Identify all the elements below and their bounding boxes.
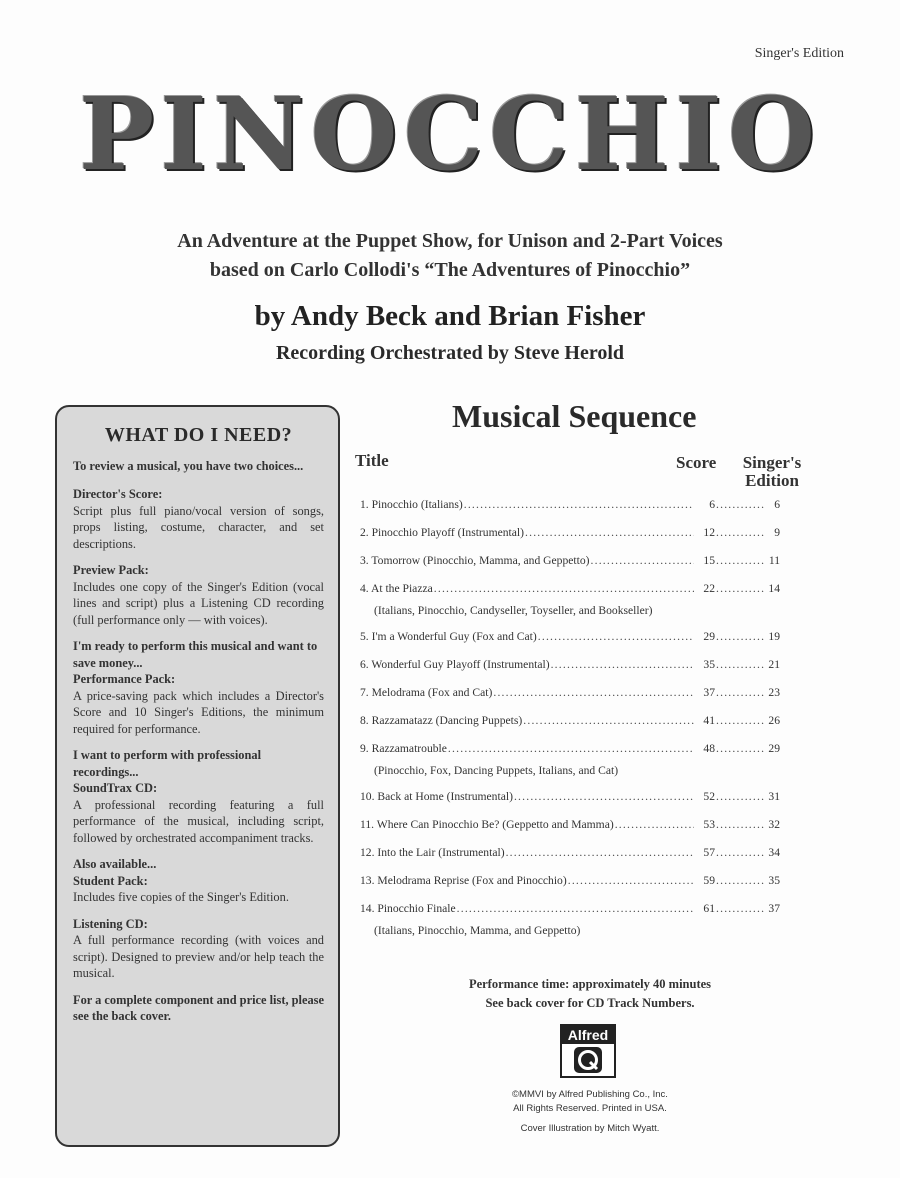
leader-dots xyxy=(493,686,694,699)
sequence-item xyxy=(360,790,780,818)
sequence-item xyxy=(360,498,780,526)
leader-dots xyxy=(514,790,694,803)
section-body: Includes one copy of the Singer's Edition (vocal lines and script) plus a Listening CD recording (full performance only — with voices). xyxy=(73,579,324,627)
singer-page: 35 xyxy=(768,874,780,887)
preview-pack-section xyxy=(73,562,324,628)
song-title: 3. Tomorrow (Pinocchio, Mamma, and Geppetto) xyxy=(360,554,590,567)
sequence-item xyxy=(360,686,780,714)
subtitle-line-1: An Adventure at the Puppet Show, for Unison and 2-Part Voices xyxy=(177,230,723,252)
song-title: 5. I'm a Wonderful Guy (Fox and Cat) xyxy=(360,630,537,643)
listening-cd-section xyxy=(73,916,324,982)
publisher-mark-icon xyxy=(562,1044,614,1076)
column-singers-line-1: Singer's xyxy=(742,453,802,472)
score-page: 41 xyxy=(703,714,715,727)
box-footer: For a complete component and price list, please see the back cover. xyxy=(73,992,324,1023)
section-body: Includes five copies of the Singer's Edition. xyxy=(73,890,289,904)
sequence-item xyxy=(360,630,780,658)
score-page: 6 xyxy=(709,498,715,511)
leader-dots xyxy=(716,874,764,887)
sequence-item xyxy=(360,658,780,686)
song-title: 12. Into the Lair (Instrumental) xyxy=(360,846,505,859)
sequence-item xyxy=(360,742,780,790)
leader-dots xyxy=(716,582,764,595)
sequence-item xyxy=(360,582,780,630)
score-page: 37 xyxy=(703,686,715,699)
soundtrax-section xyxy=(73,780,324,846)
rights-line: All Rights Reserved. Printed in USA. xyxy=(513,1102,667,1114)
column-singers-edition xyxy=(732,454,812,490)
publisher-logo-text: Alfred xyxy=(562,1026,614,1044)
singer-page: 9 xyxy=(774,526,780,539)
singer-page: 19 xyxy=(768,630,780,643)
singer-page: 31 xyxy=(768,790,780,803)
cd-track-note: See back cover for CD Track Numbers. xyxy=(485,996,695,1010)
leader-dots xyxy=(716,630,764,643)
what-do-i-need-box xyxy=(55,405,340,1147)
leader-dots xyxy=(716,818,764,831)
score-page: 22 xyxy=(703,582,715,595)
leader-dots xyxy=(525,526,694,539)
box-heading: WHAT DO I NEED? xyxy=(104,424,293,446)
song-title: 4. At the Piazza xyxy=(360,582,433,595)
performance-time: Performance time: approximately 40 minutes xyxy=(468,977,712,991)
song-title: 2. Pinocchio Playoff (Instrumental) xyxy=(360,526,524,539)
sequence-list xyxy=(360,498,780,950)
sequence-item xyxy=(360,902,780,950)
box-intro: To review a musical, you have two choices... xyxy=(73,458,304,473)
score-page: 35 xyxy=(703,658,715,671)
singer-page: 21 xyxy=(768,658,780,671)
singer-page: 32 xyxy=(768,818,780,831)
song-title: 9. Razzamatrouble xyxy=(360,742,447,755)
section-heading: Performance Pack: xyxy=(73,672,176,686)
section-heading: Student Pack: xyxy=(73,873,148,888)
song-title: 7. Melodrama (Fox and Cat) xyxy=(360,686,493,699)
score-page: 59 xyxy=(703,874,715,887)
title-logo: PINOCCHIO xyxy=(78,75,822,193)
leader-dots xyxy=(716,526,764,539)
score-page: 52 xyxy=(703,790,715,803)
singer-page: 6 xyxy=(774,498,780,511)
song-title: 14. Pinocchio Finale xyxy=(360,902,456,915)
leader-dots xyxy=(716,790,764,803)
leader-dots xyxy=(457,902,694,915)
score-page: 48 xyxy=(703,742,715,755)
sequence-item xyxy=(360,554,780,582)
score-page: 12 xyxy=(703,526,715,539)
student-pack-section xyxy=(73,873,324,906)
leader-dots xyxy=(716,714,764,727)
leader-dots xyxy=(523,714,694,727)
song-characters: (Pinocchio, Fox, Dancing Puppets, Italians, and Cat) xyxy=(374,764,619,777)
ready-lead: I'm ready to perform this musical and want to save money... xyxy=(73,639,318,670)
edition-label: Singer's Edition xyxy=(754,46,844,61)
singer-page: 23 xyxy=(768,686,780,699)
singer-page: 11 xyxy=(768,554,780,567)
leader-dots xyxy=(506,846,694,859)
singer-page: 14 xyxy=(768,582,780,595)
directors-score-section xyxy=(73,486,324,552)
column-score: Score xyxy=(676,453,717,472)
musical-sequence-heading: Musical Sequence xyxy=(452,398,697,434)
subtitle xyxy=(0,227,900,285)
score-page: 29 xyxy=(703,630,715,643)
singer-page: 29 xyxy=(768,742,780,755)
leader-dots xyxy=(716,658,764,671)
performance-info xyxy=(360,975,820,1013)
orchestrator-credit: Recording Orchestrated by Steve Herold xyxy=(275,342,625,364)
subtitle-line-2: based on Carlo Collodi's “The Adventures of Pinocchio” xyxy=(209,259,691,281)
column-singers-line-2: Edition xyxy=(745,471,799,490)
copyright-block xyxy=(480,1088,700,1136)
leader-dots xyxy=(716,902,764,915)
also-available-lead: Also available... xyxy=(73,857,157,871)
score-page: 53 xyxy=(703,818,715,831)
section-body: A price-saving pack which includes a Director's Score and 10 Singer's Editions, the minimum required for performance. xyxy=(73,688,324,736)
song-title: 1. Pinocchio (Italians) xyxy=(360,498,463,511)
song-title: 11. Where Can Pinocchio Be? (Geppetto and Mamma) xyxy=(360,818,614,831)
section-body: Script plus full piano/vocal version of songs, props listing, costume, character, and set descriptions. xyxy=(73,503,324,551)
leader-dots xyxy=(551,658,694,671)
singer-page: 37 xyxy=(768,902,780,915)
leader-dots xyxy=(716,846,764,859)
score-page: 61 xyxy=(703,902,715,915)
leader-dots xyxy=(568,874,694,887)
section-body: A full performance recording (with voices and script). Designed to preview and/or help teach the musical. xyxy=(73,933,324,980)
section-body: A professional recording featuring a full performance of the musical, including script, followed by orchestrated accompaniment tracks. xyxy=(73,797,324,845)
song-characters: (Italians, Pinocchio, Mamma, and Geppetto) xyxy=(374,924,581,937)
sequence-item xyxy=(360,526,780,554)
score-page: 15 xyxy=(703,554,715,567)
song-title: 13. Melodrama Reprise (Fox and Pinocchio) xyxy=(360,874,567,887)
leader-dots xyxy=(716,498,764,511)
leader-dots xyxy=(448,742,694,755)
leader-dots xyxy=(434,582,694,595)
singer-page: 26 xyxy=(768,714,780,727)
sequence-item xyxy=(360,714,780,742)
song-characters: (Italians, Pinocchio, Candyseller, Toyseller, and Bookseller) xyxy=(374,604,653,617)
publisher-logo xyxy=(560,1024,616,1078)
section-heading: Preview Pack: xyxy=(73,563,149,577)
professional-lead: I want to perform with professional recordings... xyxy=(73,748,262,779)
sequence-item xyxy=(360,874,780,902)
cover-credit: Cover Illustration by Mitch Wyatt. xyxy=(520,1123,660,1134)
leader-dots xyxy=(615,818,694,831)
column-title: Title xyxy=(355,451,389,470)
sequence-item xyxy=(360,818,780,846)
authors: by Andy Beck and Brian Fisher xyxy=(254,300,646,332)
singer-page: 34 xyxy=(768,846,780,859)
leader-dots xyxy=(716,554,764,567)
leader-dots xyxy=(716,742,764,755)
song-title: 6. Wonderful Guy Playoff (Instrumental) xyxy=(360,658,550,671)
leader-dots xyxy=(538,630,694,643)
score-page: 57 xyxy=(703,846,715,859)
section-heading: Director's Score: xyxy=(73,487,163,501)
leader-dots xyxy=(716,686,764,699)
sequence-item xyxy=(360,846,780,874)
performance-pack-section xyxy=(73,671,324,737)
section-heading: SoundTrax CD: xyxy=(73,781,158,795)
song-title: 10. Back at Home (Instrumental) xyxy=(360,790,513,803)
section-heading: Listening CD: xyxy=(73,916,148,931)
leader-dots xyxy=(591,554,694,567)
copyright-line: ©MMVI by Alfred Publishing Co., Inc. xyxy=(512,1089,668,1100)
leader-dots xyxy=(464,498,694,511)
song-title: 8. Razzamatazz (Dancing Puppets) xyxy=(360,714,523,727)
